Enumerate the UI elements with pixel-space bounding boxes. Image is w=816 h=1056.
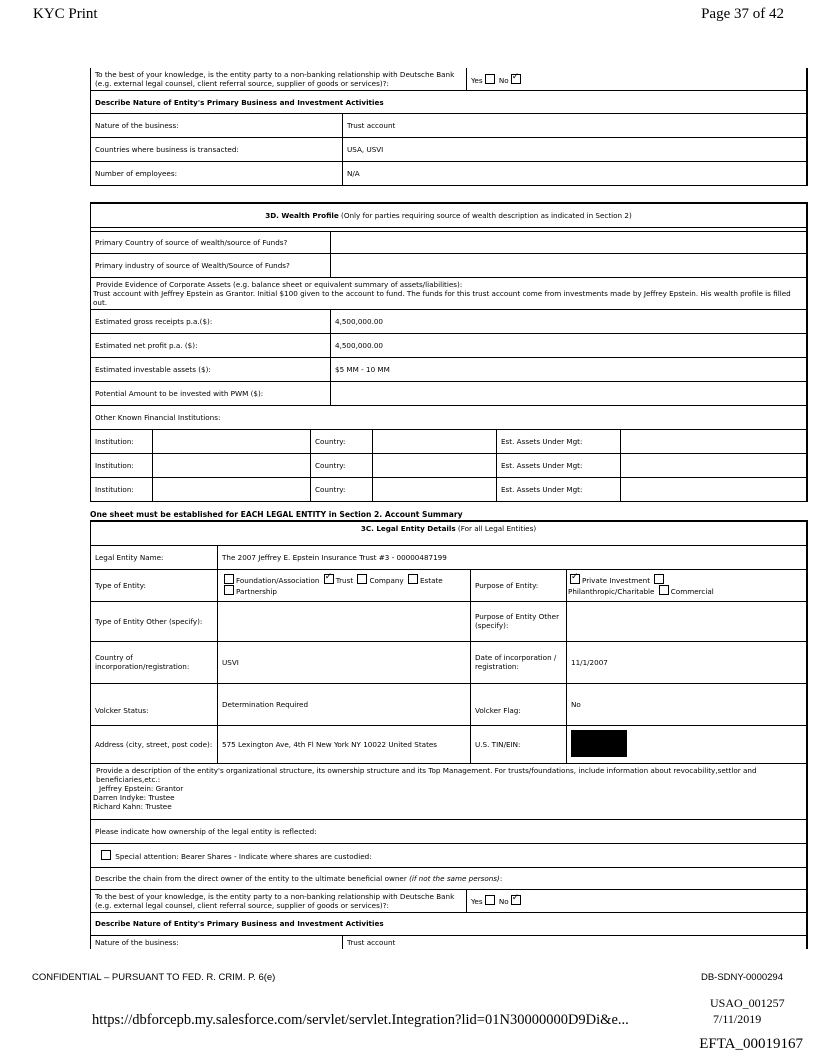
type-options: Foundation/Association ✓ Trust Company Estate Partnership [218, 569, 471, 601]
footer-url: https://dbforcepb.my.salesforce.com/servlet/servlet.Integration?lid=01N30000000D9Di&e... [92, 1012, 629, 1028]
estate-checkbox[interactable] [408, 574, 418, 584]
country-value: USVI [218, 641, 471, 683]
partnership-checkbox[interactable] [224, 585, 234, 595]
net-profit-value: 4,500,000.00 [331, 333, 808, 357]
relationship-answer-2: Yes No✓ [467, 889, 808, 912]
employees-label: Number of employees: [91, 162, 343, 186]
structure-line: Jeffrey Epstein: Grantor [99, 783, 184, 793]
purpose-other-value[interactable] [567, 601, 808, 641]
describe-heading-2: Describe Nature of Entity's Primary Business and Investment Activities [91, 912, 808, 935]
primary-industry-value[interactable] [331, 253, 808, 277]
date-value: 11/1/2007 [567, 641, 808, 683]
ownership-label: Please indicate how ownership of the legal entity is reflected: [91, 819, 808, 843]
relationship-answer: Yes No✓ [467, 68, 808, 91]
wealth-title: 3D. Wealth Profile (Only for parties requiring source of wealth description as indicated in Section 2) [91, 203, 808, 227]
volcker-flag-value: No [567, 683, 808, 725]
entity-name-value: The 2007 Jeffrey E. Epstein Insurance Trust #3 - 00000487199 [218, 545, 808, 569]
pwm-amount-value [331, 381, 808, 405]
foundation-checkbox[interactable] [224, 574, 234, 584]
institution-row: Institution: Country: Est. Assets Under Mgt: [91, 429, 808, 453]
tin-label: U.S. TIN/EIN: [471, 725, 567, 763]
address-value: 575 Lexington Ave, 4th Fl New York NY 10022 United States [218, 725, 471, 763]
purpose-options: ✓ Private Investment Philanthropic/Charitable Commercial [567, 569, 808, 601]
entity-name-label: Legal Entity Name: [91, 545, 218, 569]
evidence-label: Provide Evidence of Corporate Assets (e.g. balance sheet or equivalent summary of assets/liabilities): [96, 279, 463, 289]
other-fi-label: Other Known Financial Institutions: [91, 405, 808, 429]
bearer-checkbox[interactable] [101, 850, 111, 860]
legal-entity-section [90, 520, 808, 949]
redaction-box [571, 730, 627, 757]
purpose-label: Purpose of Entity: [471, 569, 567, 601]
date-label: Date of incorporation / registration: [471, 641, 567, 683]
tin-value [567, 725, 808, 763]
country-label: Country of incorporation/registration: [91, 641, 218, 683]
relationship-question-2: To the best of your knowledge, is the entity party to a non-banking relationship with Deutsche Bank (e.g. external legal counsel, client referral source, supplier of goods or services)?: [91, 889, 467, 912]
investable-assets-label: Estimated investable assets ($): [91, 357, 331, 381]
evidence-text: Trust account with Jeffrey Epstein as Grantor. Initial $100 given to the account to fund. The funds for this trust account come from investments made by Jeffrey Epstein. His wealth profile is filled out. [93, 288, 791, 307]
company-checkbox[interactable] [357, 574, 367, 584]
no-checkbox[interactable] [511, 895, 521, 905]
usao-number: USAO_001257 [710, 996, 785, 1010]
institution-row: Institution: Country: Est. Assets Under Mgt: [91, 477, 808, 501]
describe-heading: Describe Nature of Entity's Primary Business and Investment Activities [91, 91, 808, 114]
employees-value: N/A [343, 162, 808, 186]
gross-receipts-label: Estimated gross receipts p.a.($): [91, 309, 331, 333]
chain-label: Describe the chain from the direct owner of the entity to the ultimate beneficial owner (if not the same persons): [91, 867, 808, 889]
wealth-profile-section [90, 202, 808, 502]
pwm-amount-label: Potential Amount to be invested with PWM ($): [91, 381, 331, 405]
confidential-notice: CONFIDENTIAL – PURSUANT TO FED. R. CRIM. P. 6(e) [32, 972, 276, 983]
page-number: Page 37 of 42 [701, 6, 784, 22]
type-other-label: Type of Entity Other (specify): [91, 601, 218, 641]
primary-country-value[interactable] [331, 231, 808, 253]
print-header-title: KYC Print [33, 6, 98, 22]
no-checkbox[interactable] [511, 74, 521, 84]
nature-label: Nature of the business: [91, 114, 343, 138]
gross-receipts-value: 4,500,000.00 [331, 309, 808, 333]
address-label: Address (city, street, post code): [91, 725, 218, 763]
top-business-section [90, 68, 808, 186]
structure-label: Provide a description of the entity's organizational structure, its ownership structure and its Top Management. For trusts/foundations, include information about revocability,settlor and beneficiaries,etc.: [96, 765, 757, 784]
institution-row: Institution: Country: Est. Assets Under Mgt: [91, 453, 808, 477]
type-other-value[interactable] [218, 601, 471, 641]
efta-number: EFTA_00019167 [699, 1036, 803, 1052]
bearer-cell: Special attention: Bearer Shares - Indicate where shares are custodied: [91, 843, 808, 867]
primary-industry-label: Primary industry of source of Wealth/Source of Funds? [91, 253, 331, 277]
investable-assets-value: $5 MM - 10 MM [331, 357, 808, 381]
volcker-status-value: Determination Required [218, 683, 471, 725]
purpose-other-label: Purpose of Entity Other (specify): [471, 601, 567, 641]
yes-checkbox[interactable] [485, 74, 495, 84]
structure-line: Darren Indyke: Trustee [93, 792, 175, 802]
private-investment-checkbox[interactable] [570, 574, 580, 584]
net-profit-label: Estimated net profit p.a. ($): [91, 333, 331, 357]
countries-label: Countries where business is transacted: [91, 138, 343, 162]
bates-number: DB-SDNY-0000294 [700, 972, 783, 983]
commercial-checkbox[interactable] [659, 585, 669, 595]
primary-country-label: Primary Country of source of wealth/source of Funds? [91, 231, 331, 253]
nature-value-2: Trust account [343, 935, 808, 949]
volcker-flag-label: Volcker Flag: [471, 683, 567, 725]
type-label: Type of Entity: [91, 569, 218, 601]
structure-cell [91, 763, 808, 819]
yes-checkbox[interactable] [485, 895, 495, 905]
volcker-status-label: Volcker Status: [91, 683, 218, 725]
nature-value: Trust account [343, 114, 808, 138]
structure-line: Richard Kahn: Trustee [93, 801, 172, 811]
sheet-note: One sheet must be established for EACH LEGAL ENTITY in Section 2. Account Summary [90, 510, 463, 519]
evidence-cell [91, 277, 808, 309]
nature-label-2: Nature of the business: [91, 935, 343, 949]
countries-value: USA, USVI [343, 138, 808, 162]
legal-title: 3C. Legal Entity Details (For all Legal Entities) [91, 521, 808, 535]
print-date: 7/11/2019 [713, 1012, 762, 1026]
philanthropic-checkbox[interactable] [654, 574, 664, 584]
relationship-question: To the best of your knowledge, is the entity party to a non-banking relationship with Deutsche Bank (e.g. external legal counsel, client referral source, supplier of goods or services)?: [91, 68, 467, 91]
trust-checkbox[interactable] [324, 574, 334, 584]
